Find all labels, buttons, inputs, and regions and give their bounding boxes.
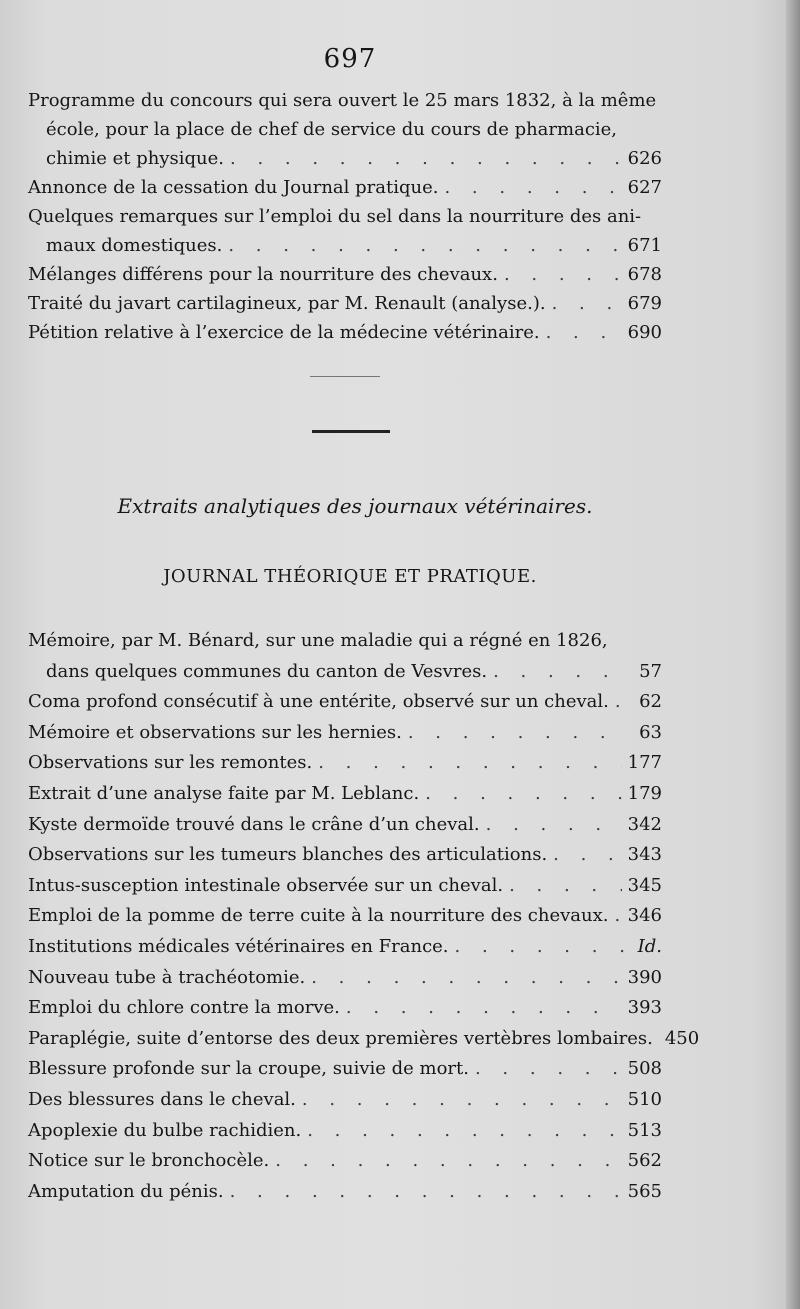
dot-leader	[615, 687, 626, 718]
toc-page-number: 671	[627, 235, 662, 256]
toc-entry-title: Emploi du chlore contre la morve.	[28, 997, 340, 1019]
toc-entry-line: Programme du concours qui sera ouvert le 25 mars 1832, à la même	[28, 90, 657, 111]
toc-entry	[28, 748, 662, 779]
toc-entry-title: Apoplexie du bulbe rachidien.	[28, 1119, 302, 1141]
toc-entry-title: Institutions médicales vétérinaires en France.	[28, 935, 449, 957]
toc-entry-title: Amputation du pénis.	[28, 1180, 224, 1202]
toc-entry	[28, 1146, 662, 1177]
toc-entry-title: Blessure profonde sur la croupe, suivie de mort.	[28, 1058, 469, 1080]
toc-entry-title: Extrait d’une analyse faite par M. Leblanc.	[28, 782, 420, 804]
dot-leader	[552, 289, 622, 318]
divider-thick	[312, 430, 390, 433]
divider-thin	[310, 376, 380, 377]
toc-entry-title: Traité du javart cartilagineux, par M. Renault (analyse.).	[28, 293, 546, 314]
toc-entry-line: Mémoire, par M. Bénard, sur une maladie qui a régné en 1826,	[28, 630, 608, 651]
toc-entry-title: Observations sur les tumeurs blanches des articulations.	[28, 844, 548, 866]
toc-entry-title: chimie et physique.	[46, 148, 225, 169]
toc-entry	[28, 1024, 700, 1055]
toc-entry	[28, 1116, 662, 1147]
toc-entry	[28, 810, 662, 841]
dot-leader	[509, 871, 622, 902]
toc-page-number: 626	[627, 148, 662, 169]
toc-entry	[28, 687, 662, 718]
section-subtitle: JOURNAL THÉORIQUE ET PRATIQUE.	[163, 566, 537, 587]
toc-entry	[28, 963, 662, 994]
toc-page-number: 690	[627, 322, 662, 343]
top-table-of-contents	[28, 86, 662, 347]
toc-entry	[28, 1054, 662, 1085]
toc-entry	[28, 779, 662, 810]
toc-entry-title: Mémoire et observations sur les hernies.	[28, 721, 402, 743]
toc-entry	[28, 260, 662, 289]
toc-page-number: 562	[627, 1150, 662, 1172]
dot-leader	[230, 144, 622, 173]
page-number: 697	[323, 44, 377, 74]
dot-leader	[493, 657, 626, 688]
toc-page-number: 678	[627, 264, 662, 285]
dot-leader	[230, 1177, 622, 1208]
dot-leader	[486, 810, 622, 841]
dot-leader	[228, 231, 621, 260]
toc-page-number: 565	[627, 1180, 662, 1202]
dot-leader	[425, 779, 621, 810]
dot-leader	[302, 1085, 622, 1116]
toc-entry-title: Observations sur les remontes.	[28, 752, 313, 774]
dot-leader	[475, 1054, 622, 1085]
toc-entry	[28, 173, 662, 202]
toc-entry-title: maux domestiques.	[46, 235, 223, 256]
toc-page-number: 508	[627, 1058, 662, 1080]
toc-entry-title: Kyste dermoïde trouvé dans le crâne d’un cheval.	[28, 813, 480, 835]
toc-entry-line: école, pour la place de chef de service du cours de pharmacie,	[46, 119, 618, 140]
toc-entry	[28, 993, 662, 1024]
toc-entry-title: Nouveau tube à trachéotomie.	[28, 966, 306, 988]
dot-leader	[455, 932, 626, 963]
dot-leader	[346, 993, 622, 1024]
toc-entry-title: Coma profond consécutif à une entérite, observé sur un cheval.	[28, 691, 609, 713]
toc-entry-title: Annonce de la cessation du Journal pratique.	[28, 177, 439, 198]
toc-page-number: Id.	[637, 935, 662, 957]
toc-entry-title: dans quelques communes du canton de Vesvres.	[46, 660, 488, 682]
toc-page-number: 63	[639, 721, 662, 743]
toc-page-number: 390	[627, 966, 662, 988]
toc-entry	[28, 932, 662, 963]
toc-page-number: 177	[627, 752, 662, 774]
toc-page-number: 346	[627, 905, 662, 927]
toc-entry	[28, 901, 662, 932]
toc-entry	[28, 840, 662, 871]
dot-leader	[408, 718, 626, 749]
toc-entry-title: Des blessures dans le cheval.	[28, 1088, 296, 1110]
toc-entry-title: Paraplégie, suite d’entorse des deux premières vertèbres lombaires.	[28, 1027, 653, 1049]
toc-entry-title: Notice sur le bronchocèle.	[28, 1150, 270, 1172]
toc-entry	[28, 202, 662, 260]
toc-entry-line: Quelques remarques sur l’emploi du sel dans la nourriture des ani-	[28, 206, 642, 227]
toc-entry	[28, 289, 662, 318]
toc-entry	[28, 318, 662, 347]
toc-page-number: 179	[627, 782, 662, 804]
dot-leader	[275, 1146, 621, 1177]
toc-entry-title: Pétition relative à l’exercice de la médecine vétérinaire.	[28, 322, 540, 343]
dot-leader	[614, 901, 621, 932]
toc-entry	[28, 718, 662, 749]
toc-entry	[28, 1085, 662, 1116]
toc-entry	[28, 86, 662, 173]
toc-page-number: 627	[627, 177, 662, 198]
toc-page-number: 679	[627, 293, 662, 314]
toc-entry	[28, 871, 662, 902]
toc-entry-title: Emploi de la pomme de terre cuite à la nourriture des chevaux.	[28, 905, 609, 927]
toc-entry-title: Mélanges différens pour la nourriture des chevaux.	[28, 264, 498, 285]
dot-leader	[311, 963, 621, 994]
journal-table-of-contents	[28, 626, 700, 1207]
toc-page-number: 62	[639, 691, 662, 713]
toc-page-number: 393	[627, 997, 662, 1019]
dot-leader	[444, 173, 621, 202]
toc-entry-title: Intus-susception intestinale observée sur un cheval.	[28, 874, 504, 896]
toc-page-number: 57	[639, 660, 662, 682]
dot-leader	[546, 318, 622, 347]
section-title: Extraits analytiques des journaux vétérinaires.	[117, 494, 593, 518]
dot-leader	[307, 1116, 621, 1147]
toc-page-number: 510	[627, 1088, 662, 1110]
toc-page-number: 513	[627, 1119, 662, 1141]
toc-entry	[28, 1177, 662, 1208]
toc-page-number: 345	[627, 874, 662, 896]
toc-page-number: 342	[627, 813, 662, 835]
dot-leader	[553, 840, 621, 871]
dot-leader	[504, 260, 622, 289]
toc-page-number: 343	[627, 844, 662, 866]
toc-entry	[28, 626, 662, 687]
toc-page-number: 450	[664, 1027, 700, 1049]
dot-leader	[318, 748, 621, 779]
page-edge	[786, 0, 800, 1309]
